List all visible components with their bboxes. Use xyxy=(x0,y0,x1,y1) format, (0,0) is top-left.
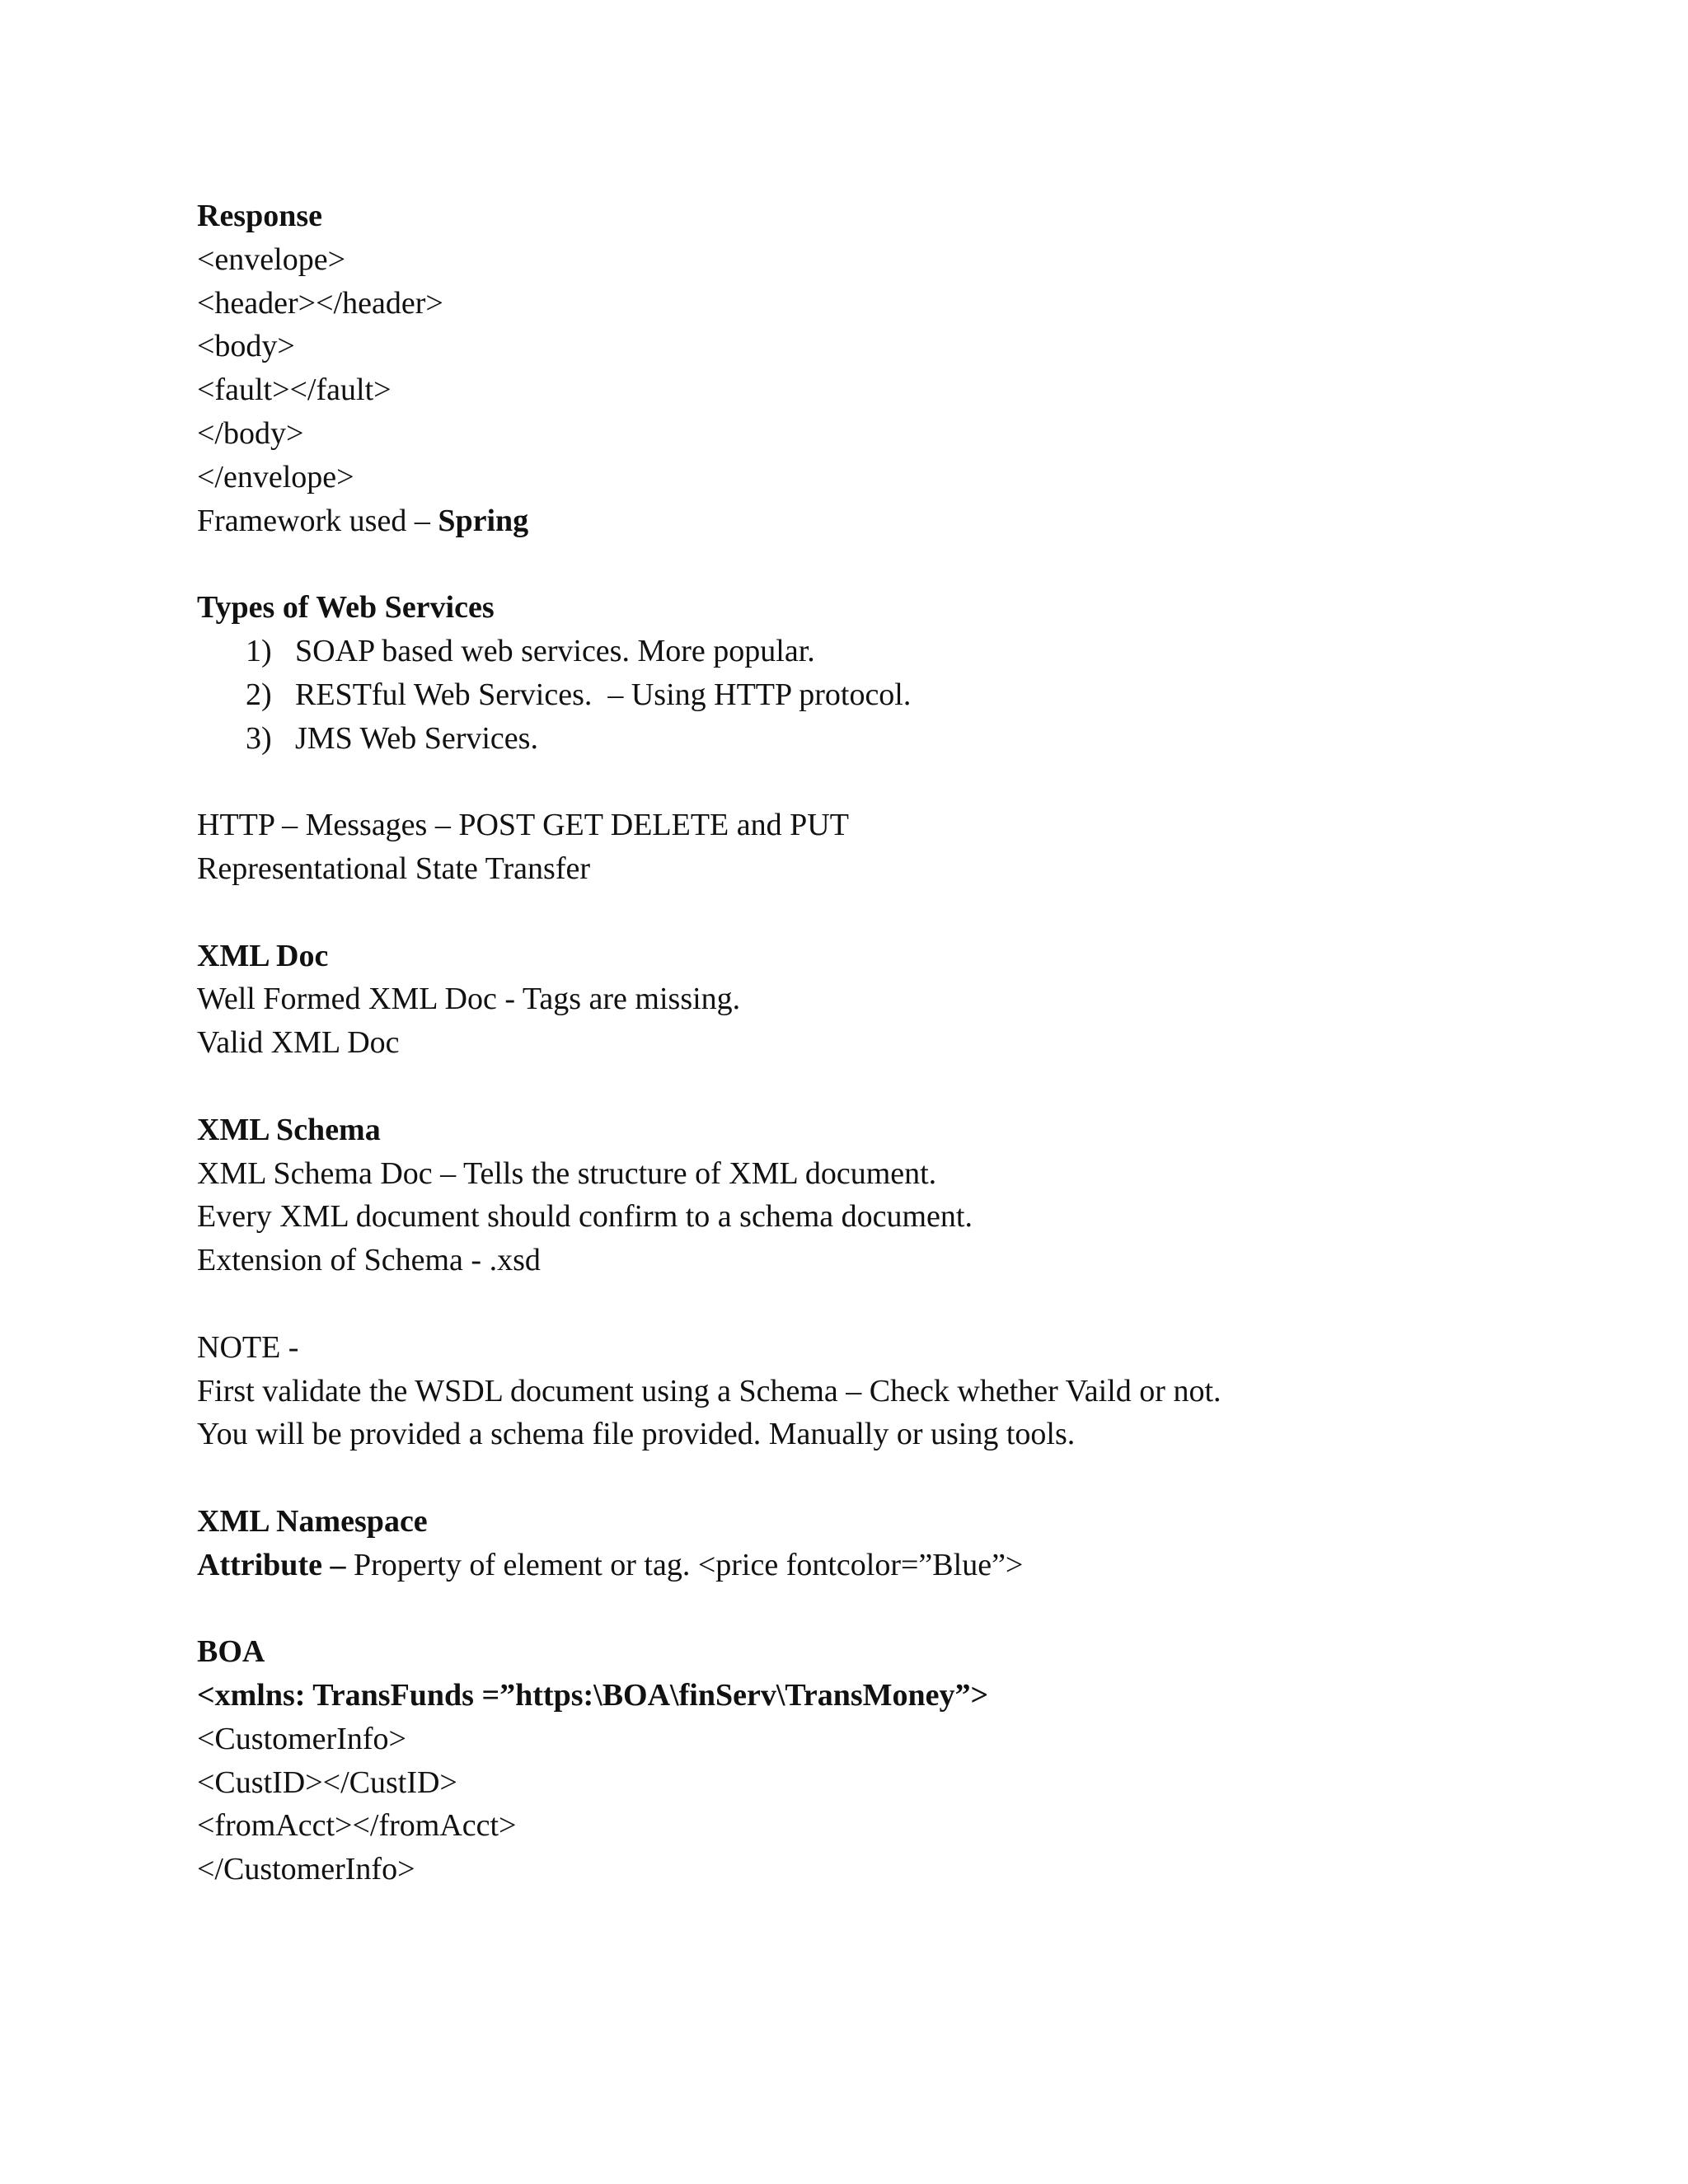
response-line: <fault></fault> xyxy=(197,373,392,408)
spacer xyxy=(197,891,1557,935)
list-item xyxy=(197,630,1557,673)
attribute-text: Property of element or tag. <price fontcolor=”Blue”> xyxy=(345,1547,1024,1582)
response-heading: Response xyxy=(197,199,323,233)
boa-line: <CustomerInfo> xyxy=(197,1721,406,1756)
list-item-text: SOAP based web services. More popular. xyxy=(295,633,815,668)
spacer xyxy=(197,1456,1557,1500)
list-number: 1) xyxy=(246,633,272,668)
types-list xyxy=(197,630,1557,760)
attribute-label: Attribute – xyxy=(197,1547,346,1582)
response-line: <header></header> xyxy=(197,285,443,321)
response-line: <body> xyxy=(197,329,295,364)
attribute-line xyxy=(197,1544,1557,1587)
xml-schema-line: Extension of Schema - .xsd xyxy=(197,1243,541,1278)
framework-name: Spring xyxy=(438,503,529,538)
list-number: 3) xyxy=(246,720,272,756)
list-item-text: RESTful Web Services. – Using HTTP protocol. xyxy=(295,677,912,712)
note-line: First validate the WSDL document using a Schema – Check whether Vaild or not. xyxy=(197,1373,1221,1408)
spacer xyxy=(197,1282,1557,1326)
xml-doc-line: Valid XML Doc xyxy=(197,1025,400,1061)
note-line: You will be provided a schema file provided. Manually or using tools. xyxy=(197,1417,1076,1452)
response-line: <envelope> xyxy=(197,241,346,277)
http-line: Representational State Transfer xyxy=(197,851,591,886)
xml-schema-heading: XML Schema xyxy=(197,1112,381,1147)
http-line: HTTP – Messages – POST GET DELETE and PUT xyxy=(197,808,849,843)
xml-schema-line: Every XML document should confirm to a schema document. xyxy=(197,1199,973,1235)
framework-prefix: Framework used – xyxy=(197,503,438,538)
boa-line: <CustID></CustID> xyxy=(197,1765,457,1800)
types-heading: Types of Web Services xyxy=(197,590,495,626)
list-item-text: JMS Web Services. xyxy=(295,720,538,756)
boa-heading: BOA xyxy=(197,1634,265,1670)
spacer xyxy=(197,1065,1557,1108)
list-item xyxy=(197,673,1557,717)
list-item xyxy=(197,717,1557,761)
spacer xyxy=(197,760,1557,804)
note-label: NOTE - xyxy=(197,1329,299,1365)
list-number: 2) xyxy=(246,677,272,712)
xml-namespace-heading: XML Namespace xyxy=(197,1503,428,1539)
boa-xmlns-line: <xmlns: TransFunds =”https:\BOA\finServ\TransMoney”> xyxy=(197,1678,989,1713)
xml-schema-line: XML Schema Doc – Tells the structure of XML document. xyxy=(197,1155,937,1191)
response-line: </envelope> xyxy=(197,459,354,494)
framework-line xyxy=(197,499,1557,543)
response-line: </body> xyxy=(197,415,304,451)
xml-doc-line: Well Formed XML Doc - Tags are missing. xyxy=(197,982,741,1017)
spacer xyxy=(197,542,1557,586)
boa-line: </CustomerInfo> xyxy=(197,1852,415,1887)
xml-doc-heading: XML Doc xyxy=(197,938,329,973)
boa-line: <fromAcct></fromAcct> xyxy=(197,1808,517,1844)
document-body xyxy=(197,194,1557,1891)
spacer xyxy=(197,1587,1557,1631)
